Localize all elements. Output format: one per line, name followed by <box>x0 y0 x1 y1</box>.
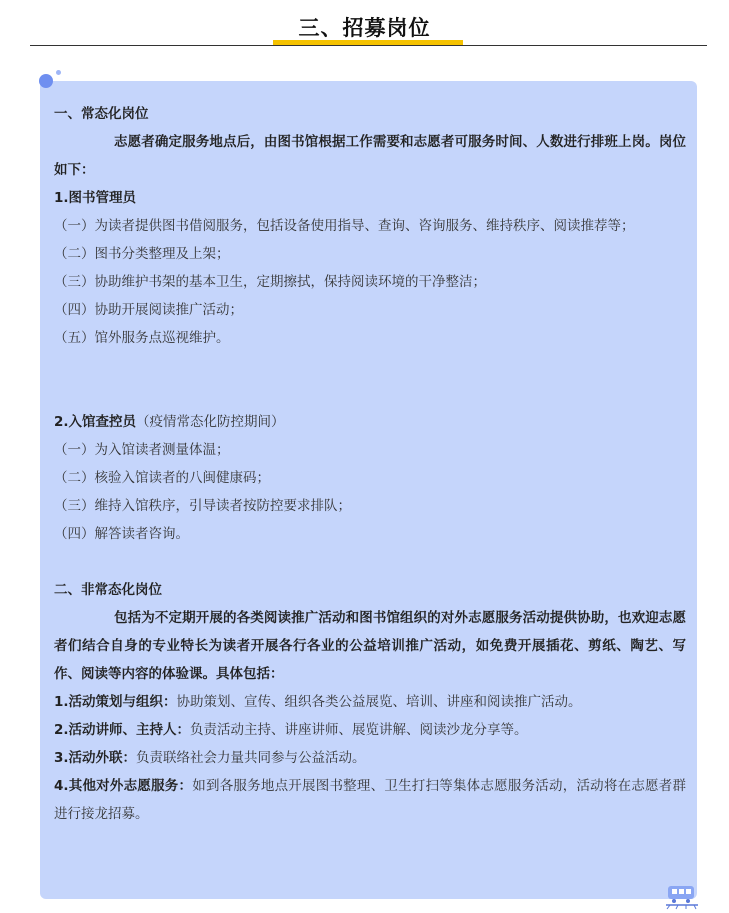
section2-item-text: 负责联络社会力量共同参与公益活动。 <box>136 750 366 766</box>
page-title: 三、招募岗位 <box>298 16 431 40</box>
section2-item-text: 负责活动主持、讲座讲师、展览讲解、阅读沙龙分享等。 <box>190 722 528 738</box>
decor-dot-large <box>39 74 53 88</box>
role2-note: （疫情常态化防控期间） <box>136 414 285 430</box>
train-icon <box>664 880 700 910</box>
section2-item-label: 3.活动外联： <box>54 750 137 766</box>
role2-item-1: （一）为入馆读者测量体温； <box>54 442 230 458</box>
section2-item-1 <box>54 688 686 716</box>
role2-title: 2.入馆查控员 <box>54 414 137 430</box>
section2-item-2 <box>54 716 686 744</box>
role2-item-4: （四）解答读者咨询。 <box>54 526 189 542</box>
header-divider <box>30 45 707 46</box>
role2-item-3: （三）维持入馆秩序，引导读者按防控要求排队； <box>54 498 351 514</box>
section2-item-label: 2.活动讲师、主持人： <box>54 722 191 738</box>
role1-item-3: （三）协助维护书架的基本卫生，定期擦拭，保持阅读环境的干净整洁； <box>54 274 486 290</box>
section2-item-text: 如到各服务地点开展图书整理、卫生打扫等集体志愿服务活动，活动将在志愿者群进行接龙招募。 <box>54 778 687 822</box>
section2-item-label: 4.其他对外志愿服务： <box>54 778 193 794</box>
section1-heading: 一、常态化岗位 <box>54 106 149 122</box>
section1-intro: 志愿者确定服务地点后，由图书馆根据工作需要和志愿者可服务时间、人数进行排班上岗。岗位如下： <box>54 134 686 178</box>
role1-item-4: （四）协助开展阅读推广活动； <box>54 302 243 318</box>
section2-item-3 <box>54 744 686 772</box>
role2-item-2: （二）核验入馆读者的八闽健康码； <box>54 470 270 486</box>
role1-item-2: （二）图书分类整理及上架； <box>54 246 230 262</box>
section2-item-4 <box>54 772 686 828</box>
role2-title-line <box>54 408 686 436</box>
title-underline-accent <box>273 40 463 45</box>
role1-item-5: （五）馆外服务点巡视维护。 <box>54 330 230 346</box>
section2-intro: 包括为不定期开展的各类阅读推广活动和图书馆组织的对外志愿服务活动提供协助，也欢迎志愿者们结合自身的专业特长为读者开展各行各业的公益培训推广活动，如免费开展插花、剪纸、陶艺、写作、阅读等内容的体验课。具体包括： <box>54 610 686 682</box>
role1-title: 1.图书管理员 <box>54 190 137 206</box>
decor-dot-small <box>56 70 61 75</box>
role1-item-1: （一）为读者提供图书借阅服务，包括设备使用指导、查询、咨询服务、维持秩序、阅读推荐等； <box>54 218 635 234</box>
section2-heading: 二、非常态化岗位 <box>54 582 162 598</box>
content-body <box>54 100 686 828</box>
section2-item-label: 1.活动策划与组织： <box>54 694 177 710</box>
section2-item-text: 协助策划、宣传、组织各类公益展览、培训、讲座和阅读推广活动。 <box>176 694 582 710</box>
